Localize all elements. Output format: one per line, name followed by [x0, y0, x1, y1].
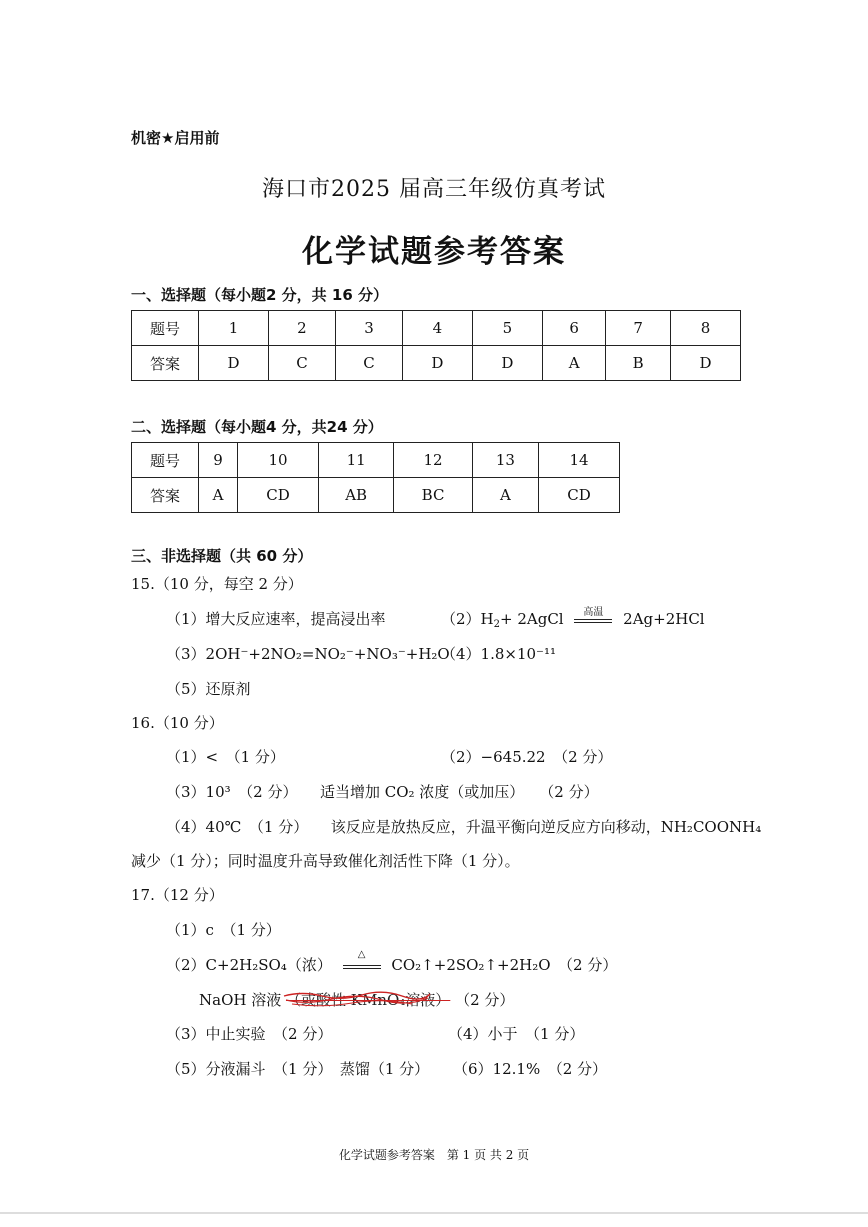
table-cell: C — [268, 346, 335, 381]
table-cell: 5 — [472, 311, 542, 346]
table-cell: 12 — [394, 443, 472, 478]
page-title: 化学试题参考答案 — [302, 234, 566, 270]
q17-answer-6: （6）12.1% （2 分） — [453, 1060, 608, 1078]
table-row-questions — [132, 443, 620, 478]
table-cell: 14 — [539, 443, 620, 478]
q15-answer-2: $(2)H_2+$ 2AgCl 高温 2Ag+2HCl — [441, 608, 705, 630]
table-cell: 2 — [268, 311, 335, 346]
q16-answer-2: （2）−645.22 （2 分） — [441, 748, 613, 766]
table-cell: CD — [539, 478, 620, 513]
q15-a2-prefix: （2）H — [441, 610, 494, 628]
q15-answer-3: （3）2OH⁻+2NO₂=NO₂⁻+NO₃⁻+H₂O — [166, 645, 450, 663]
q15-answer-5: （5）还原剂 — [166, 680, 251, 698]
exam-name: 海口市2025 届高三年级仿真考试 — [262, 177, 606, 202]
table-cell: A — [199, 478, 238, 513]
q17-answer-2 — [166, 949, 618, 975]
table-cell: D — [402, 346, 472, 381]
table-cell: B — [606, 346, 671, 381]
q15-a2-suffix: 2Ag+2HCl — [623, 610, 705, 628]
q15-answer-4: （4）1.8×10⁻¹¹ — [441, 645, 556, 663]
section2-heading: 二、选择题（每小题4 分，共24 分） — [131, 418, 383, 436]
q15-a2-mid: + 2AgCl — [500, 610, 564, 628]
table-cell: 13 — [472, 443, 538, 478]
reaction-condition-heat — [341, 949, 383, 975]
table-cell: AB — [318, 478, 393, 513]
reaction-condition-high-temp — [572, 607, 614, 629]
table-cell: D — [670, 346, 740, 381]
q17-answer-3: （3）中止实验 （2 分） — [166, 1025, 333, 1043]
table-cell: C — [335, 346, 402, 381]
q15-title: 15.（10 分，每空 2 分） — [131, 575, 303, 593]
answer-table-2 — [131, 442, 620, 513]
q16-title: 16.（10 分） — [131, 714, 224, 732]
q17-a2-products: CO₂↑+2SO₂↑+2H₂O （2 分） — [391, 956, 618, 974]
row-label: 答案 — [132, 346, 199, 381]
row-label: 答案 — [132, 478, 199, 513]
table-cell: CD — [238, 478, 319, 513]
q17-a2b-score: （2 分） — [455, 991, 515, 1009]
q17-answer-4: （4）小于 （1 分） — [448, 1025, 585, 1043]
struck-out-alternative: （或酸性 KMnO₄溶液） — [286, 991, 451, 1009]
table-cell: 1 — [199, 311, 269, 346]
section1-heading: 一、选择题（每小题2 分，共 16 分） — [131, 286, 388, 304]
q17-answer-5: （5）分液漏斗 （1 分） 蒸馏（1 分） — [166, 1060, 430, 1078]
q17-a2b-reagent: NaOH 溶液 — [199, 991, 282, 1009]
row-label: 题号 — [132, 443, 199, 478]
q17-a2-reactants: （2）C+2H₂SO₄（浓） — [166, 956, 332, 974]
table-cell: 4 — [402, 311, 472, 346]
table-cell: D — [199, 346, 269, 381]
table-row-answers — [132, 346, 741, 381]
table-cell: 3 — [335, 311, 402, 346]
table-cell: A — [542, 346, 606, 381]
table-cell: 9 — [199, 443, 238, 478]
condition-text: △ — [357, 949, 366, 960]
page-footer: 化学试题参考答案 第 1 页 共 2 页 — [338, 1148, 530, 1162]
table-cell: 7 — [606, 311, 671, 346]
table-cell: 8 — [670, 311, 740, 346]
answer-table-1 — [131, 310, 741, 381]
q17-answer-1: （1）c （1 分） — [166, 921, 281, 939]
red-scribble-mark — [282, 987, 432, 1009]
table-cell: A — [472, 478, 538, 513]
table-cell: 6 — [542, 311, 606, 346]
condition-text: 高温 — [583, 607, 604, 618]
scan-edge — [0, 1212, 868, 1214]
q16-answer-3: （3）10³ （2 分） 适当增加 CO₂ 浓度（或加压） （2 分） — [166, 783, 599, 801]
table-cell: 10 — [238, 443, 319, 478]
q16-answer-4: （4）40℃ （1 分） 该反应是放热反应，升温平衡向逆反应方向移动，NH₂COONH₄ — [166, 818, 762, 836]
table-row-answers — [132, 478, 620, 513]
confidential-label: 机密★启用前 — [131, 129, 220, 147]
table-cell: D — [472, 346, 542, 381]
q16-answer-4-continued: 减少（1 分）；同时温度升高导致催化剂活性下降（1 分）。 — [131, 852, 520, 870]
table-cell: BC — [394, 478, 472, 513]
row-label: 题号 — [132, 311, 199, 346]
table-row-questions — [132, 311, 741, 346]
section3-heading: 三、非选择题（共 60 分） — [131, 547, 313, 565]
q15-answer-1: （1）增大反应速率，提高浸出率 — [166, 610, 386, 628]
q17-title: 17.（12 分） — [131, 886, 224, 904]
table-cell: 11 — [318, 443, 393, 478]
q16-answer-1: （1）< （1 分） — [166, 748, 285, 766]
